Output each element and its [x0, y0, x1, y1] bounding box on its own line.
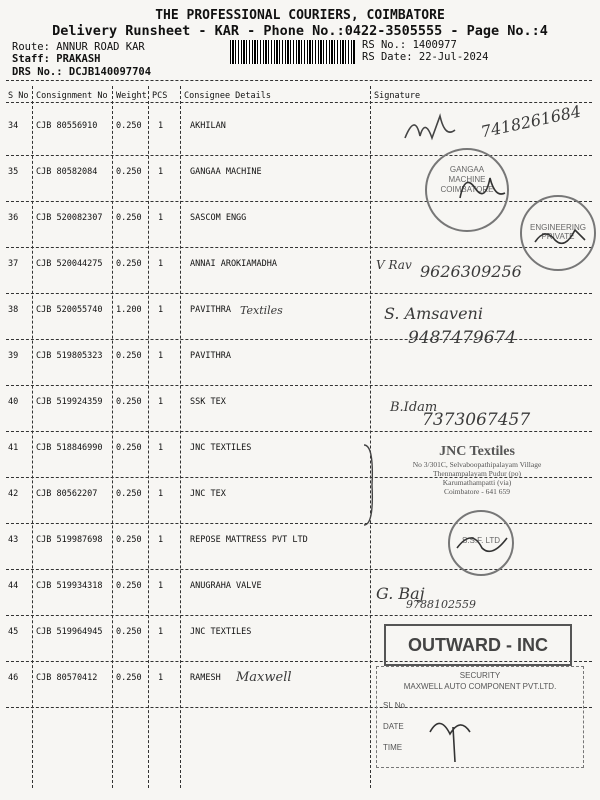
table-row — [0, 348, 600, 394]
handwritten-phone: 9487479674 — [408, 328, 517, 348]
signature-43 — [452, 528, 512, 558]
table-row — [0, 210, 600, 256]
row-consignee: RAMESH — [190, 673, 221, 683]
row-consignment: CJB 519987698 — [36, 535, 103, 545]
handwritten-name: S. Amsaveni — [384, 304, 483, 323]
divider — [6, 431, 592, 432]
row-consignment: CJB 80582084 — [36, 167, 98, 177]
row-consignment: CJB 80562207 — [36, 489, 98, 499]
divider — [6, 385, 592, 386]
row-sno: 43 — [8, 535, 19, 545]
row-pcs: 1 — [158, 443, 164, 453]
table-row — [0, 578, 600, 624]
row-consignee: PAVITHRA — [190, 351, 231, 361]
handwritten-phone: 9626309256 — [420, 262, 522, 281]
handwritten-name: B.Idam — [390, 400, 438, 415]
outward-stamp: OUTWARD - INC — [384, 624, 572, 666]
row-sno: 42 — [8, 489, 19, 499]
row-consignment: CJB 518846990 — [36, 443, 103, 453]
row-sno: 39 — [8, 351, 19, 361]
row-pcs: 1 — [158, 259, 164, 269]
signature-46 — [425, 712, 495, 767]
row-consignee: JNC TEX — [190, 489, 226, 499]
rs-number: RS No.: 1400977 — [362, 39, 457, 51]
drs-number: DRS No.: DCJB140097704 — [12, 66, 152, 78]
row-consignment: CJB 520044275 — [36, 259, 103, 269]
stamp-line: Karumathampatti (via) — [442, 478, 512, 487]
row-consignment: CJB 519964945 — [36, 627, 103, 637]
row-weight: 1.200 — [116, 305, 142, 315]
row-weight: 0.250 — [116, 443, 142, 453]
col-consignment: Consignment No — [36, 91, 108, 101]
divider — [6, 293, 592, 294]
divider — [6, 569, 592, 570]
row-pcs: 1 — [158, 673, 164, 683]
row-consignee: SSK TEX — [190, 397, 226, 407]
row-weight: 0.250 — [116, 627, 142, 637]
col-signature: Signature — [374, 91, 421, 101]
row-pcs: 1 — [158, 351, 164, 361]
row-weight: 0.250 — [116, 581, 142, 591]
row-consignment: CJB 80556910 — [36, 121, 98, 131]
row-consignee: ANUGRAHA VALVE — [190, 581, 262, 591]
runsheet-subtitle: Delivery Runsheet - KAR - Phone No.:0422-3505555 - Page No.:4 — [52, 23, 548, 39]
divider — [6, 80, 592, 81]
stamp-text: GANGAA MACHINE COIMBATORE — [440, 165, 494, 194]
row-sno: 45 — [8, 627, 19, 637]
col-weight: Weight — [116, 91, 147, 101]
row-pcs: 1 — [158, 121, 164, 131]
company-title: THE PROFESSIONAL COURIERS, COIMBATORE — [155, 8, 445, 23]
stamp-text: DATE — [383, 722, 404, 731]
stamp-text: TIME — [383, 743, 403, 752]
row-weight: 0.250 — [116, 489, 142, 499]
row-sno: 46 — [8, 673, 19, 683]
row-weight: 0.250 — [116, 167, 142, 177]
row-sno: 36 — [8, 213, 19, 223]
row-sno: 44 — [8, 581, 19, 591]
divider — [6, 155, 592, 156]
handwritten-note: Textiles — [240, 304, 283, 317]
col-pcs: PCS — [152, 91, 168, 101]
row-consignment: CJB 519924359 — [36, 397, 103, 407]
row-consignee: JNC TEXTILES — [190, 627, 252, 637]
handwritten-name: V Rav — [376, 258, 412, 272]
row-pcs: 1 — [158, 397, 164, 407]
row-pcs: 1 — [158, 305, 164, 315]
row-pcs: 1 — [158, 213, 164, 223]
stamp-text: MAXWELL AUTO COMPONENT PVT.LTD. — [403, 682, 557, 691]
stamp-text: S.S.F. LTD — [461, 536, 501, 545]
row-pcs: 1 — [158, 581, 164, 591]
handwritten-phone: 9788102559 — [406, 598, 476, 611]
row-consignee: JNC TEXTILES — [190, 443, 252, 453]
divider — [6, 615, 592, 616]
row-consignee: ANNAI AROKIAMADHA — [190, 259, 277, 269]
handwritten-note: Maxwell — [236, 670, 292, 685]
row-consignment: CJB 519805323 — [36, 351, 103, 361]
row-weight: 0.250 — [116, 673, 142, 683]
row-consignment: CJB 520055740 — [36, 305, 103, 315]
row-sno: 41 — [8, 443, 19, 453]
handwritten-phone: 7373067457 — [422, 410, 531, 430]
row-weight: 0.250 — [116, 397, 142, 407]
row-sno: 40 — [8, 397, 19, 407]
barcode-icon — [230, 40, 355, 64]
row-consignment: CJB 80570412 — [36, 673, 98, 683]
row-pcs: 1 — [158, 489, 164, 499]
row-consignee: SASCOM ENGG — [190, 213, 247, 223]
row-pcs: 1 — [158, 167, 164, 177]
row-sno: 37 — [8, 259, 19, 269]
row-consignment: CJB 520082307 — [36, 213, 103, 223]
row-weight: 0.250 — [116, 259, 142, 269]
signature-36 — [530, 222, 590, 252]
divider — [6, 247, 592, 248]
row-consignee: GANGAA MACHINE — [190, 167, 262, 177]
row-weight: 0.250 — [116, 213, 142, 223]
staff-label: Staff: PRAKASH — [12, 53, 101, 65]
row-consignee: REPOSE MATTRESS PVT LTD — [190, 535, 308, 545]
jnc-stamp — [372, 444, 582, 496]
row-sno: 35 — [8, 167, 19, 177]
row-consignee: PAVITHRA — [190, 305, 231, 315]
signature-34 — [400, 108, 470, 148]
row-weight: 0.250 — [116, 535, 142, 545]
stamp-line: Thennampalayam Pudur (po) — [433, 469, 521, 478]
col-consignee: Consignee Details — [184, 91, 271, 101]
row-sno: 38 — [8, 305, 19, 315]
row-weight: 0.250 — [116, 351, 142, 361]
col-sno: S No — [8, 91, 29, 101]
row-consignee: AKHILAN — [190, 121, 226, 131]
row-sno: 34 — [8, 121, 19, 131]
handwritten-name: G. Baj — [376, 584, 425, 603]
divider — [6, 102, 592, 103]
stamp-text: ENGINEERING PRIVATE — [529, 223, 586, 241]
signature-35 — [455, 168, 515, 208]
route-label: Route: ANNUR ROAD KAR — [12, 41, 145, 53]
stamp-title: JNC Textiles — [439, 444, 515, 459]
rs-date: RS Date: 22-Jul-2024 — [362, 51, 489, 63]
stamp-text: SECURITY — [459, 671, 501, 680]
handwritten-phone: 7418261684 — [479, 101, 583, 142]
row-weight: 0.250 — [116, 121, 142, 131]
stamp-text: SL No. — [383, 701, 408, 710]
row-consignment: CJB 519934318 — [36, 581, 103, 591]
row-pcs: 1 — [158, 627, 164, 637]
stamp-line: Coimbatore - 641 659 — [443, 487, 511, 496]
bracket-mark — [360, 440, 380, 530]
stamp-line: No 3/301C, Selvaboopathipalayam Village — [412, 460, 542, 469]
row-pcs: 1 — [158, 535, 164, 545]
